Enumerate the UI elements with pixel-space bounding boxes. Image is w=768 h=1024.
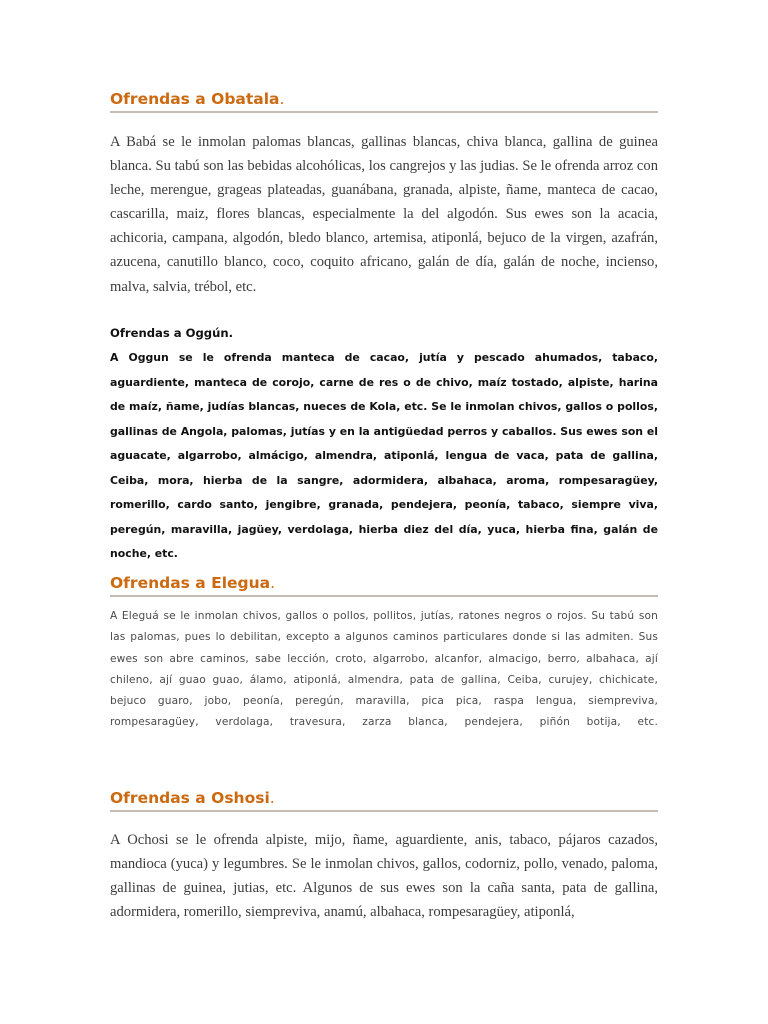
section-heading-elegua (110, 574, 658, 597)
heading-punctuation: . (279, 90, 285, 108)
paragraph-oggun: A Oggun se le ofrenda manteca de cacao, jutía y pescado ahumados, tabaco, aguardiente, manteca de corojo, carne de res o de chivo, maíz tostado, alpiste, harina de maíz, ñame, judías blancas, nueces de Kola, etc. Se le inmolan chivos, gallos o pollos, gallinas de Angola, palomas, jutías y en la antigüedad perros y caballos. Sus ewes son el aguacate, algarrobo, almácigo, almendra, atiponlá, lengua de vaca, pata de gallina, Ceiba, mora, hierba de la sangre, adormidera, albahaca, aroma, rompesaragüey, romerillo, cardo santo, jengibre, granada, pendejera, peonía, tabaco, siempre viva, peregún, maravilla, jagüey, verdolaga, hierba diez del día, yuca, hierba fina, galán de noche, etc. (110, 351, 658, 560)
paragraph-oshosi: A Ochosi se le ofrenda alpiste, mijo, ñame, aguardiente, anis, tabaco, pájaros cazados, mandioca (yuca) y legumbres. Se le inmolan chivos, gallos, codorniz, pollo, venado, paloma, gallinas de guinea, jutias, etc. Algunos de sus ewes son la caña santa, pata de gallina, adormidera, romerillo, siempreviva, anamú, albahaca, rompesaragüey, atiponlá, (110, 832, 658, 921)
heading-punctuation: . (270, 574, 276, 592)
paragraph-elegua: A Eleguá se le inmolan chivos, gallos o pollos, pollitos, jutías, ratones negros o rojos. Su tabú son las palomas, pues lo debilitan, excepto a algunos caminos particulares donde si las admiten. Sus ewes son abre caminos, sabe lección, croto, algarrobo, alcanfor, almacigo, berro, albahaca, ají chileno, ají guao guao, álamo, atiponlá, almendra, pata de gallina, Ceiba, curujey, chichicate, bejuco guaro, jobo, peonía, peregún, maravilla, pica pica, raspa lengua, siempreviva, rompesaragüey, verdolaga, travesura, zarza blanca, pendejera, piñón botija, etc. (110, 610, 658, 729)
section-heading-oggun: Ofrendas a Oggún. (110, 326, 234, 340)
section-heading-oshosi (110, 789, 658, 812)
paragraph-obatala: A Babá se le inmolan palomas blancas, gallinas blancas, chiva blanca, gallina de guinea blanca. Su tabú son las bebidas alcohólicas, los cangrejos y las judias. Se le ofrenda arroz con leche, merengue, grageas plateadas, guanábana, granada, alpiste, ñame, manteca de cacao, cascarilla, maiz, flores blancas, especialmente la del algodón. Sus ewes son la acacia, achicoria, campana, algodón, bledo blanco, artemisa, atiponlá, bejuco de la virgen, azafrán, azucena, canutillo blanco, coco, coquito africano, galán de día, galán de noche, incienso, malva, salvia, trébol, etc. (110, 134, 658, 295)
heading-text: Ofrendas a Obatala (110, 90, 280, 108)
heading-text: Ofrendas a Oshosi (110, 789, 270, 807)
heading-text: Ofrendas a Elegua (110, 574, 271, 592)
section-heading-obatala (110, 90, 658, 113)
heading-punctuation: . (269, 789, 275, 807)
